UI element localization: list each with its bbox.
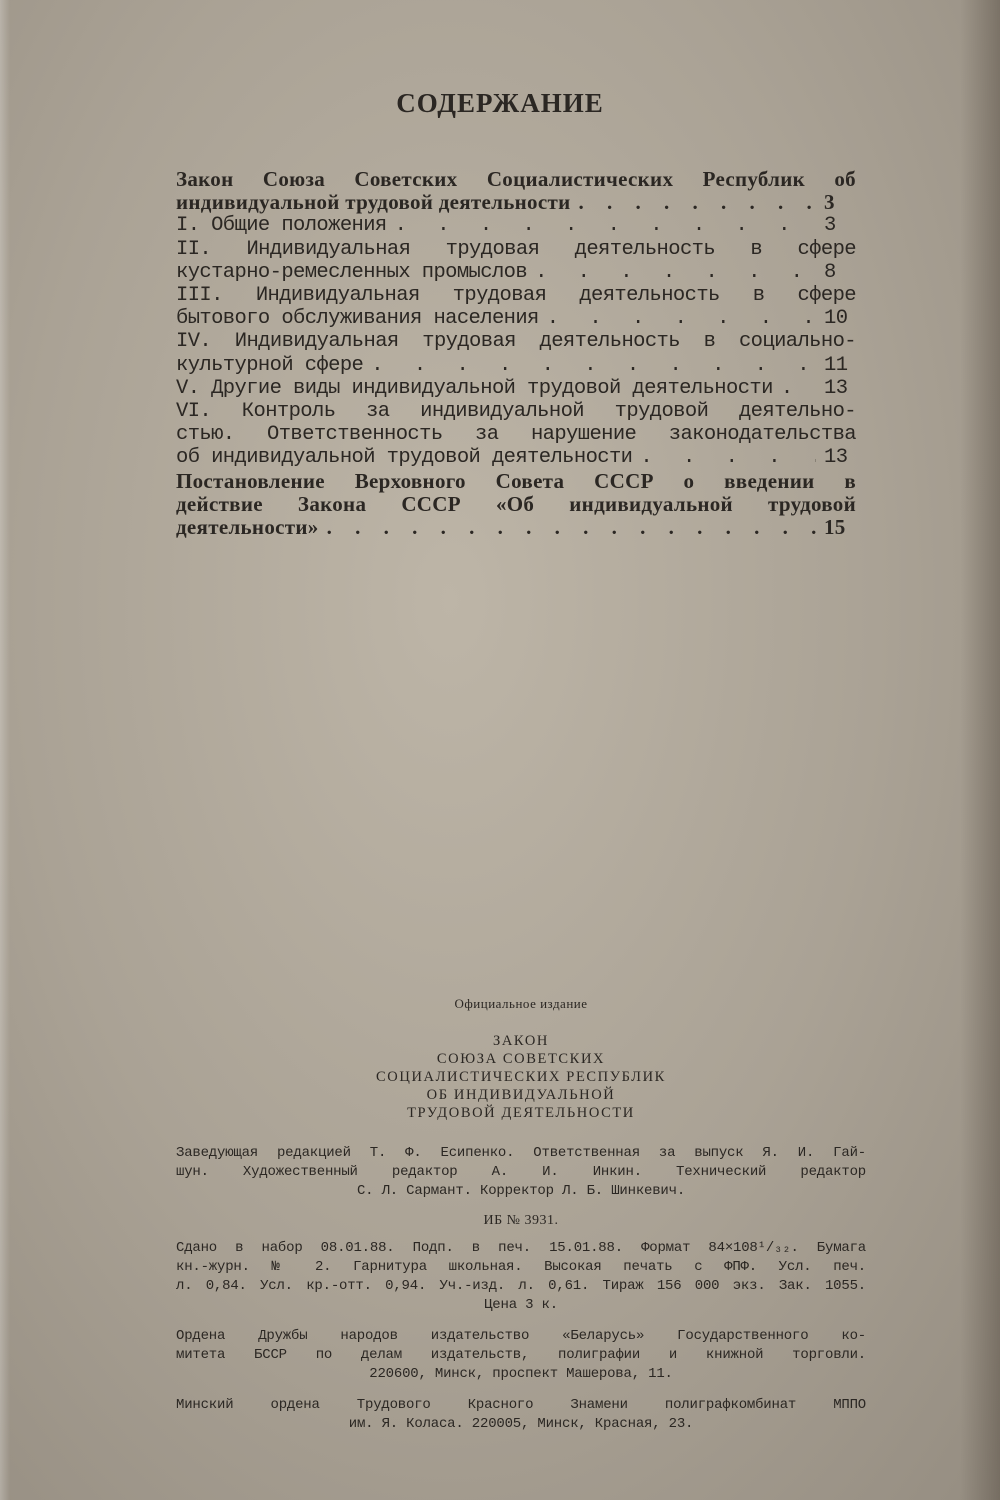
- toc-entry: [176, 214, 856, 237]
- toc-entry: [176, 330, 856, 376]
- toc-entry-text: кустарно-ремесленных промыслов: [176, 260, 528, 284]
- toc-entry: [176, 400, 856, 470]
- toc-entry-line: [176, 446, 856, 469]
- toc-entry-line: VI. Контроль за индивидуальной трудовой деятельно-: [176, 400, 856, 424]
- toc-entry-line: Закон Союза Советских Социалистических Республик об: [176, 168, 856, 191]
- toc-entry-line: [176, 261, 856, 284]
- toc-dot-leader: [781, 377, 816, 400]
- price-line: Цена 3 к.: [484, 1297, 558, 1313]
- toc-entry-line: IV. Индивидуальная трудовая деятельность в социально-: [176, 330, 856, 354]
- publisher-line: 220600, Минск, проспект Машерова, 11.: [369, 1366, 673, 1382]
- toc-entry-line: [176, 377, 856, 400]
- toc-entry: [176, 470, 856, 540]
- law-title-line: СОЮЗА СОВЕТСКИХ: [436, 1051, 606, 1067]
- toc-entry-line: [176, 214, 856, 237]
- law-title-line: ТРУДОВОЙ ДЕЯТЕЛЬНОСТИ: [407, 1105, 635, 1121]
- law-title-line: СОЦИАЛИСТИЧЕСКИХ РЕСПУБЛИК: [376, 1069, 666, 1085]
- toc-dot-leader: [371, 354, 816, 377]
- toc-entry: [176, 284, 856, 330]
- toc-entry-text: культурной сфере: [176, 353, 364, 377]
- publisher-line: Ордена Дружбы народов издательство «Беларусь» Государственного ко-: [176, 1328, 866, 1344]
- toc-entry-text: индивидуальной трудовой деятельности: [176, 191, 571, 215]
- credits-line: шун. Художественный редактор А. И. Инкин. Технический редактор: [176, 1164, 866, 1180]
- toc-dot-leader: [395, 214, 816, 237]
- law-title-block: [176, 1032, 866, 1122]
- toc-page-number: 8: [824, 260, 836, 284]
- toc-entry-line: действие Закона СССР «Об индивидуальной трудовой: [176, 492, 856, 516]
- toc-entry: [176, 238, 856, 284]
- toc-page-number: 15: [824, 516, 846, 540]
- page-fold-shading: [0, 0, 10, 1500]
- toc-entry-line: III. Индивидуальная трудовая деятельность в сфере: [176, 284, 856, 308]
- toc-dot-leader: [535, 261, 816, 284]
- toc-entry-text: V. Другие виды индивидуальной трудовой деятельности: [176, 376, 773, 400]
- toc-dot-leader: [327, 516, 816, 539]
- stats-line: л. 0,84. Усл. кр.-отт. 0,94. Уч.-изд. л. 0,61. Тираж 156 000 экз. Зак. 1055.: [176, 1278, 866, 1294]
- stats-line: Сдано в набор 08.01.88. Подп. в печ. 15.01.88. Формат 84×108¹/₃₂. Бумага: [176, 1240, 866, 1256]
- credits-line: Заведующая редакцией Т. Ф. Есипенко. Ответственная за выпуск Я. И. Гай-: [176, 1145, 866, 1161]
- printer-info: [176, 1396, 866, 1434]
- toc-entry-line: стью. Ответственность за нарушение законодательства: [176, 423, 856, 447]
- toc-title: СОДЕРЖАНИЕ: [396, 88, 604, 118]
- toc-entry-text: деятельности»: [176, 516, 319, 540]
- toc-entry-text: бытового обслуживания населения: [176, 307, 539, 331]
- toc-entry-line: [176, 354, 856, 377]
- law-title-line: ОБ ИНДИВИДУАЛЬНОЙ: [426, 1087, 616, 1103]
- publisher-info: [176, 1327, 866, 1384]
- toc-dot-leader: [579, 191, 817, 214]
- toc-page-number: 11: [824, 353, 848, 377]
- toc-dot-leader: [640, 446, 816, 469]
- toc-entry-text: I. Общие положения: [176, 214, 387, 238]
- toc-entry-line: II. Индивидуальная трудовая деятельность в сфере: [176, 237, 856, 261]
- toc-page-number: 10: [824, 307, 848, 331]
- toc-entry-line: [176, 516, 856, 539]
- print-stats: [176, 1239, 866, 1315]
- toc-page-number: 3: [824, 214, 836, 238]
- toc-page-number: 3: [824, 191, 835, 215]
- toc-entry-line: Постановление Верховного Совета СССР о введении в: [176, 469, 856, 493]
- imprint: [176, 996, 866, 1434]
- toc-dot-leader: [547, 307, 816, 330]
- toc-entry-line: [176, 191, 856, 214]
- editorial-credits: [176, 1144, 866, 1201]
- toc-page-number: 13: [824, 446, 848, 470]
- toc-entry: [176, 377, 856, 400]
- toc-entry-text: об индивидуальной трудовой деятельности: [176, 446, 633, 470]
- printer-line: Минский ордена Трудового Красного Знамени полиграфкомбинат МППО: [176, 1397, 866, 1413]
- stats-line: кн.-журн. № 2. Гарнитура школьная. Высокая печать с ФПФ. Усл. печ.: [176, 1259, 866, 1275]
- toc-entry-line: [176, 307, 856, 330]
- credits-line: С. Л. Сармант. Корректор Л. Б. Шинкевич.: [356, 1183, 686, 1199]
- toc-page-number: 13: [824, 376, 848, 400]
- publisher-line: митета БССР по делам издательств, полиграфии и книжной торговли.: [176, 1347, 866, 1363]
- official-edition-label: Официальное издание: [454, 996, 588, 1011]
- page-edge-shadow: [960, 0, 1000, 1500]
- ib-number: ИБ № 3931.: [483, 1213, 559, 1228]
- printer-line: им. Я. Коласа. 220005, Минск, Красная, 23.: [348, 1416, 694, 1432]
- toc-entry: [176, 168, 856, 214]
- table-of-contents: [176, 168, 856, 539]
- law-title-line: ЗАКОН: [493, 1033, 549, 1049]
